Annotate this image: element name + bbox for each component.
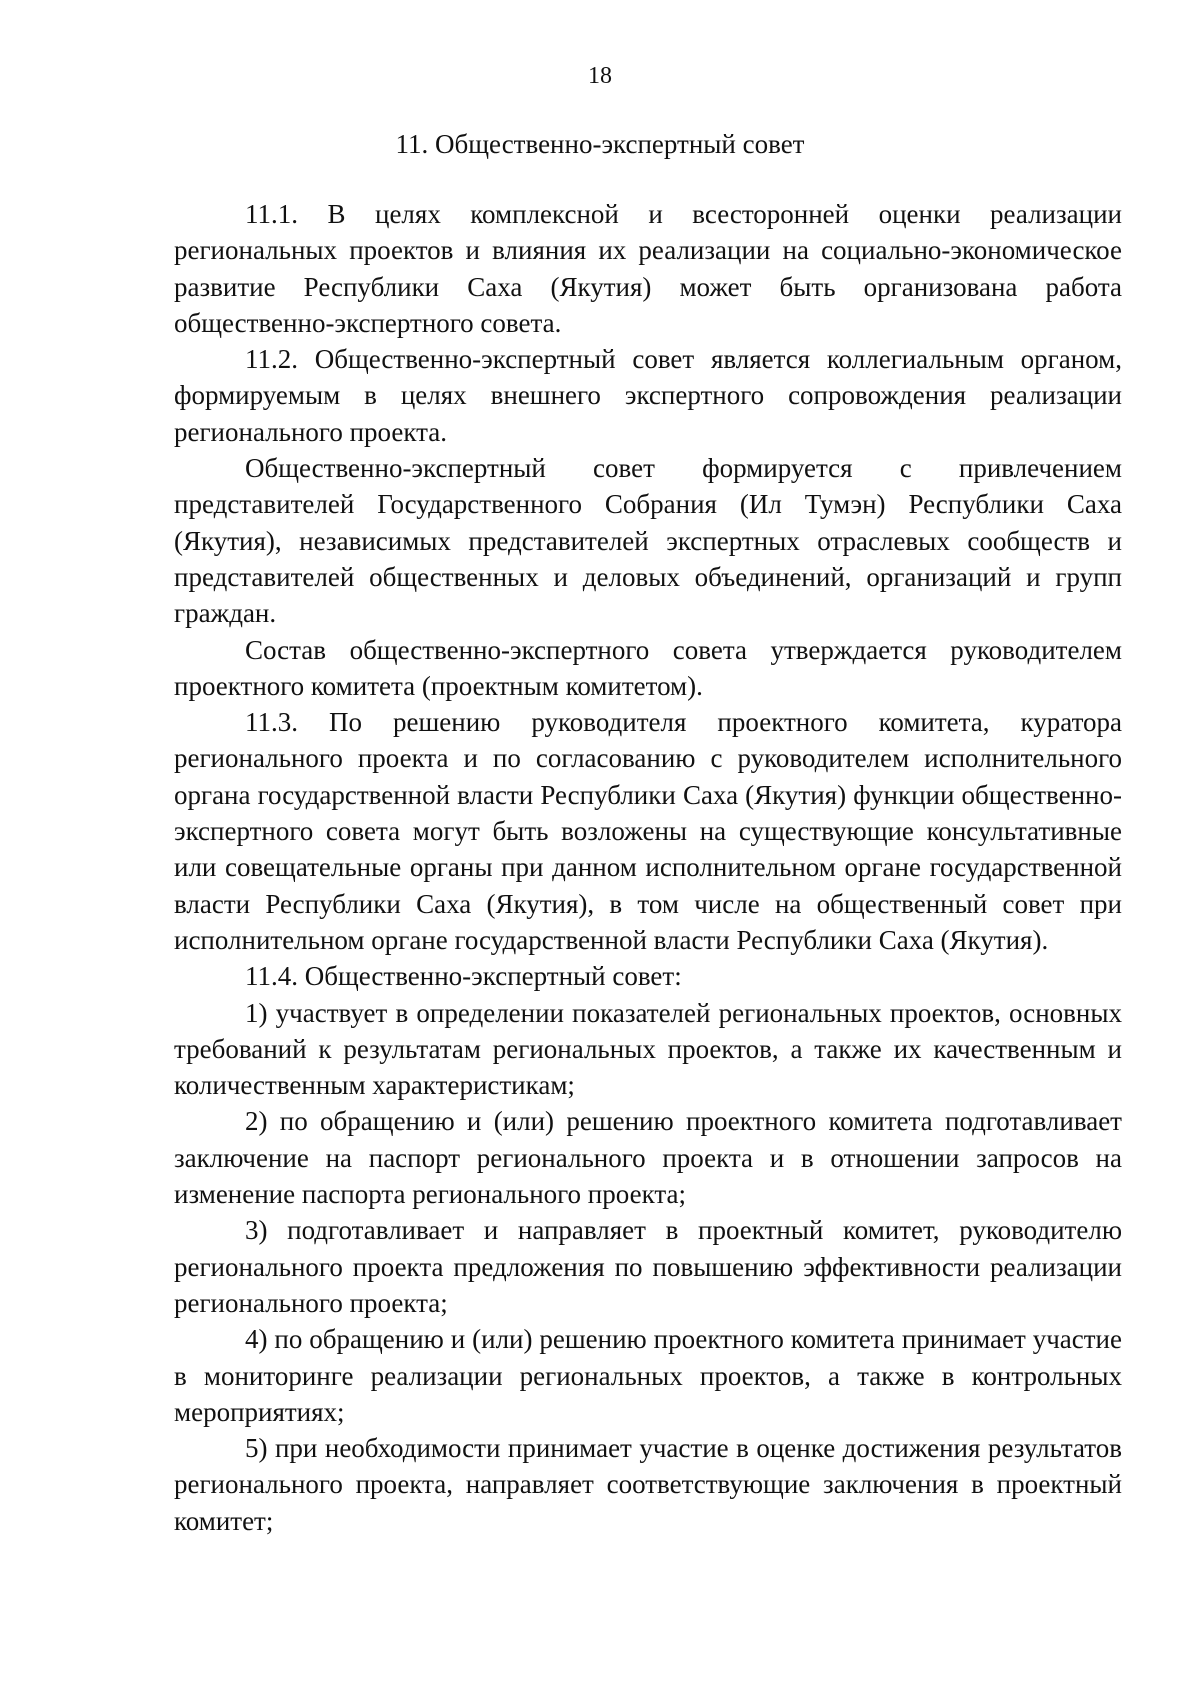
section-title: 11. Общественно-экспертный совет	[395, 129, 805, 159]
section-body	[174, 196, 1122, 1539]
paragraph-11-1: 11.1. В целях комплексной и всесторонней оценки реализации региональных проектов и влияния их реализации на социально-экономическое развитие Республики Саха (Якутия) может быть организована работа общественно-экспертного совета.	[174, 199, 1122, 338]
list-item-5: 5) при необходимости принимает участие в оценке достижения результатов регионального проекта, направляет соответствующие заключения в проектный комитет;	[174, 1433, 1122, 1536]
list-item-1: 1) участвует в определении показателей региональных проектов, основных требований к результатам региональных проектов, а также их качественным и количественным характеристикам;	[174, 997, 1122, 1101]
page-number: 18	[588, 63, 612, 89]
list-item-3: 3) подготавливает и направляет в проектный комитет, руководителю регионального проекта предложения по повышению эффективности реализации регионального проекта;	[174, 1215, 1122, 1318]
paragraph-11-4: 11.4. Общественно-экспертный совет:	[245, 961, 682, 992]
paragraph-council-composition: Состав общественно-экспертного совета утверждается руководителем проектного комитета (проектным комитетом).	[174, 634, 1122, 701]
paragraph-11-3: 11.3. По решению руководителя проектного комитета, куратора регионального проекта и по согласованию с руководителем исполнительного органа государственной власти Республики Саха (Якутия) функции общественно-экспертного совета могут быть возложены на существующие консультативные или совещательные органы при данном исполнительном органе государственной власти Республики Саха (Якутия), в том числе на общественный совет при исполнительном органе государственной власти Республики Саха (Якутия).	[174, 707, 1122, 955]
paragraph-11-2: 11.2. Общественно-экспертный совет является коллегиальным органом, формируемым в целях внешнего экспертного сопровождения реализации регионального проекта.	[174, 344, 1122, 447]
list-item-4: 4) по обращению и (или) решению проектного комитета принимает участие в мониторинге реализации региональных проектов, а также в контрольных мероприятиях;	[174, 1324, 1122, 1427]
list-item-2: 2) по обращению и (или) решению проектного комитета подготавливает заключение на паспорт регионального проекта и в отношении запросов на изменение паспорта регионального проекта;	[174, 1106, 1122, 1210]
paragraph-council-formation: Общественно-экспертный совет формируется с привлечением представителей Государственного Собрания (Ил Тумэн) Республики Саха (Якутия), независимых представителей экспертных отраслевых сообществ и представителей общественных и деловых объединений, организаций и групп граждан.	[174, 453, 1122, 629]
